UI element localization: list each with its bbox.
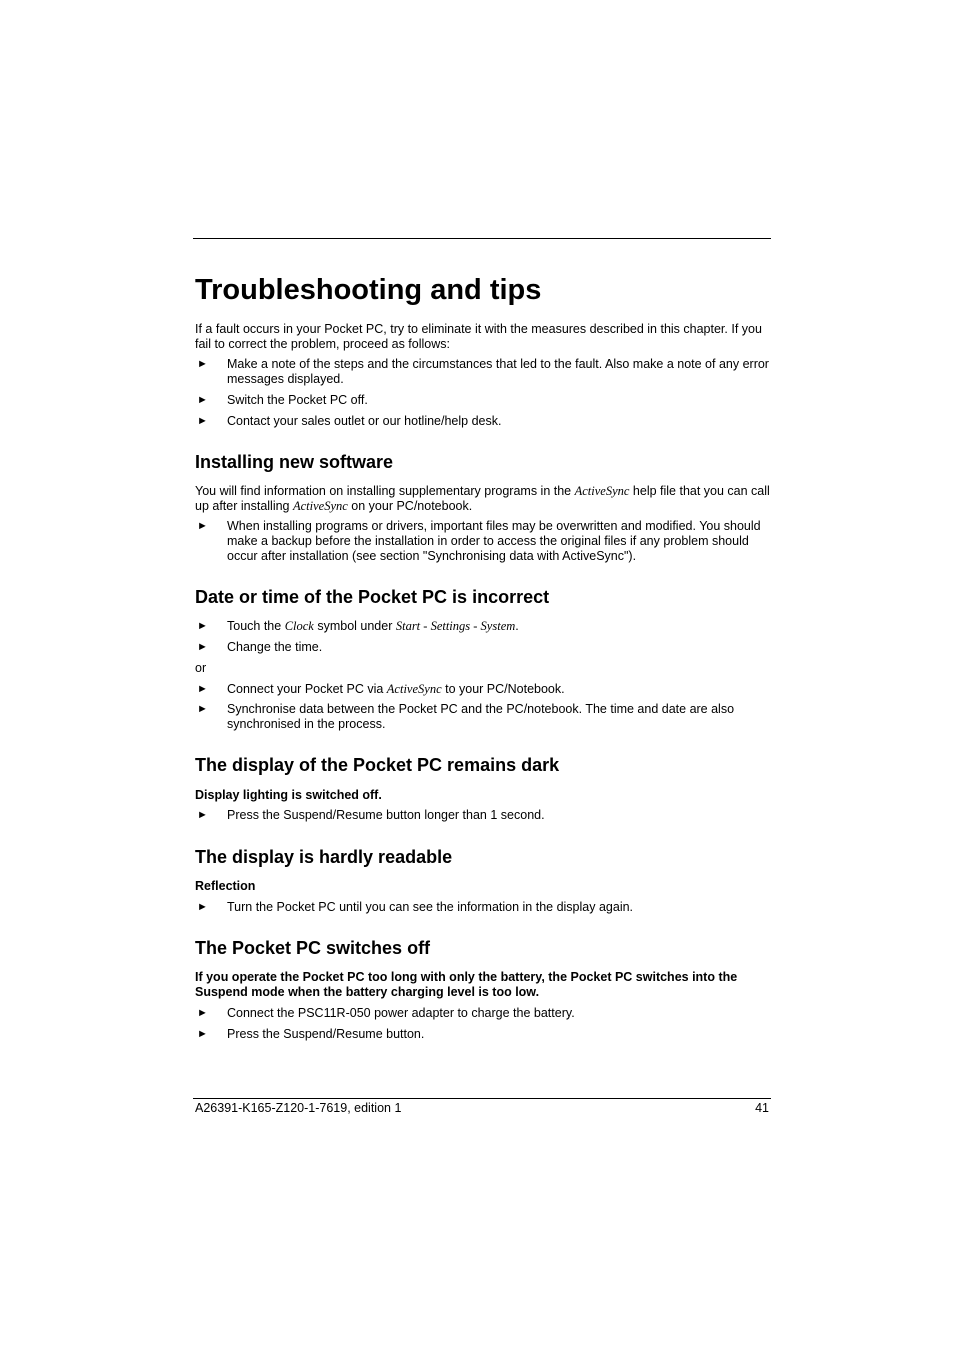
installing-paragraph: You will find information on installing supplementary programs in the ActiveSync help file that you can call up after installing ActiveSync on your PC/notebook. <box>195 484 770 513</box>
section-heading-datetime: Date or time of the Pocket PC is incorrect <box>195 587 550 607</box>
dark-cause: Display lighting is switched off. <box>195 788 382 802</box>
arrow-icon: ► <box>197 394 208 406</box>
arrow-icon: ► <box>197 641 208 653</box>
readable-cause: Reflection <box>195 879 256 893</box>
arrow-icon: ► <box>197 358 208 370</box>
section-heading-installing: Installing new software <box>195 452 394 472</box>
arrow-icon: ► <box>197 1007 208 1019</box>
or-text: or <box>195 661 207 675</box>
bottom-rule <box>193 1098 771 1099</box>
arrow-icon: ► <box>197 901 208 913</box>
switchoff-cause: If you operate the Pocket PC too long with only the battery, the Pocket PC switches into the Suspend mode when the battery charging level is too low. <box>195 970 738 999</box>
section-heading-dark: The display of the Pocket PC remains dark <box>195 755 560 775</box>
section-heading-switchoff: The Pocket PC switches off <box>195 938 431 958</box>
top-rule <box>193 238 771 239</box>
section-heading-readable: The display is hardly readable <box>195 847 453 867</box>
arrow-icon: ► <box>197 809 208 821</box>
footer-doc-id: A26391-K165-Z120-1-7619, edition 1 <box>195 1101 402 1115</box>
page-title: Troubleshooting and tips <box>195 274 542 306</box>
arrow-icon: ► <box>197 703 208 715</box>
arrow-icon: ► <box>197 1028 208 1040</box>
arrow-icon: ► <box>197 415 208 427</box>
arrow-icon: ► <box>197 683 208 695</box>
intro-paragraph: If a fault occurs in your Pocket PC, try to eliminate it with the measures described in this chapter. If you fail to correct the problem, proceed as follows: <box>195 322 762 351</box>
footer-page-number: 41 <box>755 1101 769 1115</box>
arrow-icon: ► <box>197 620 208 632</box>
arrow-icon: ► <box>197 520 208 532</box>
